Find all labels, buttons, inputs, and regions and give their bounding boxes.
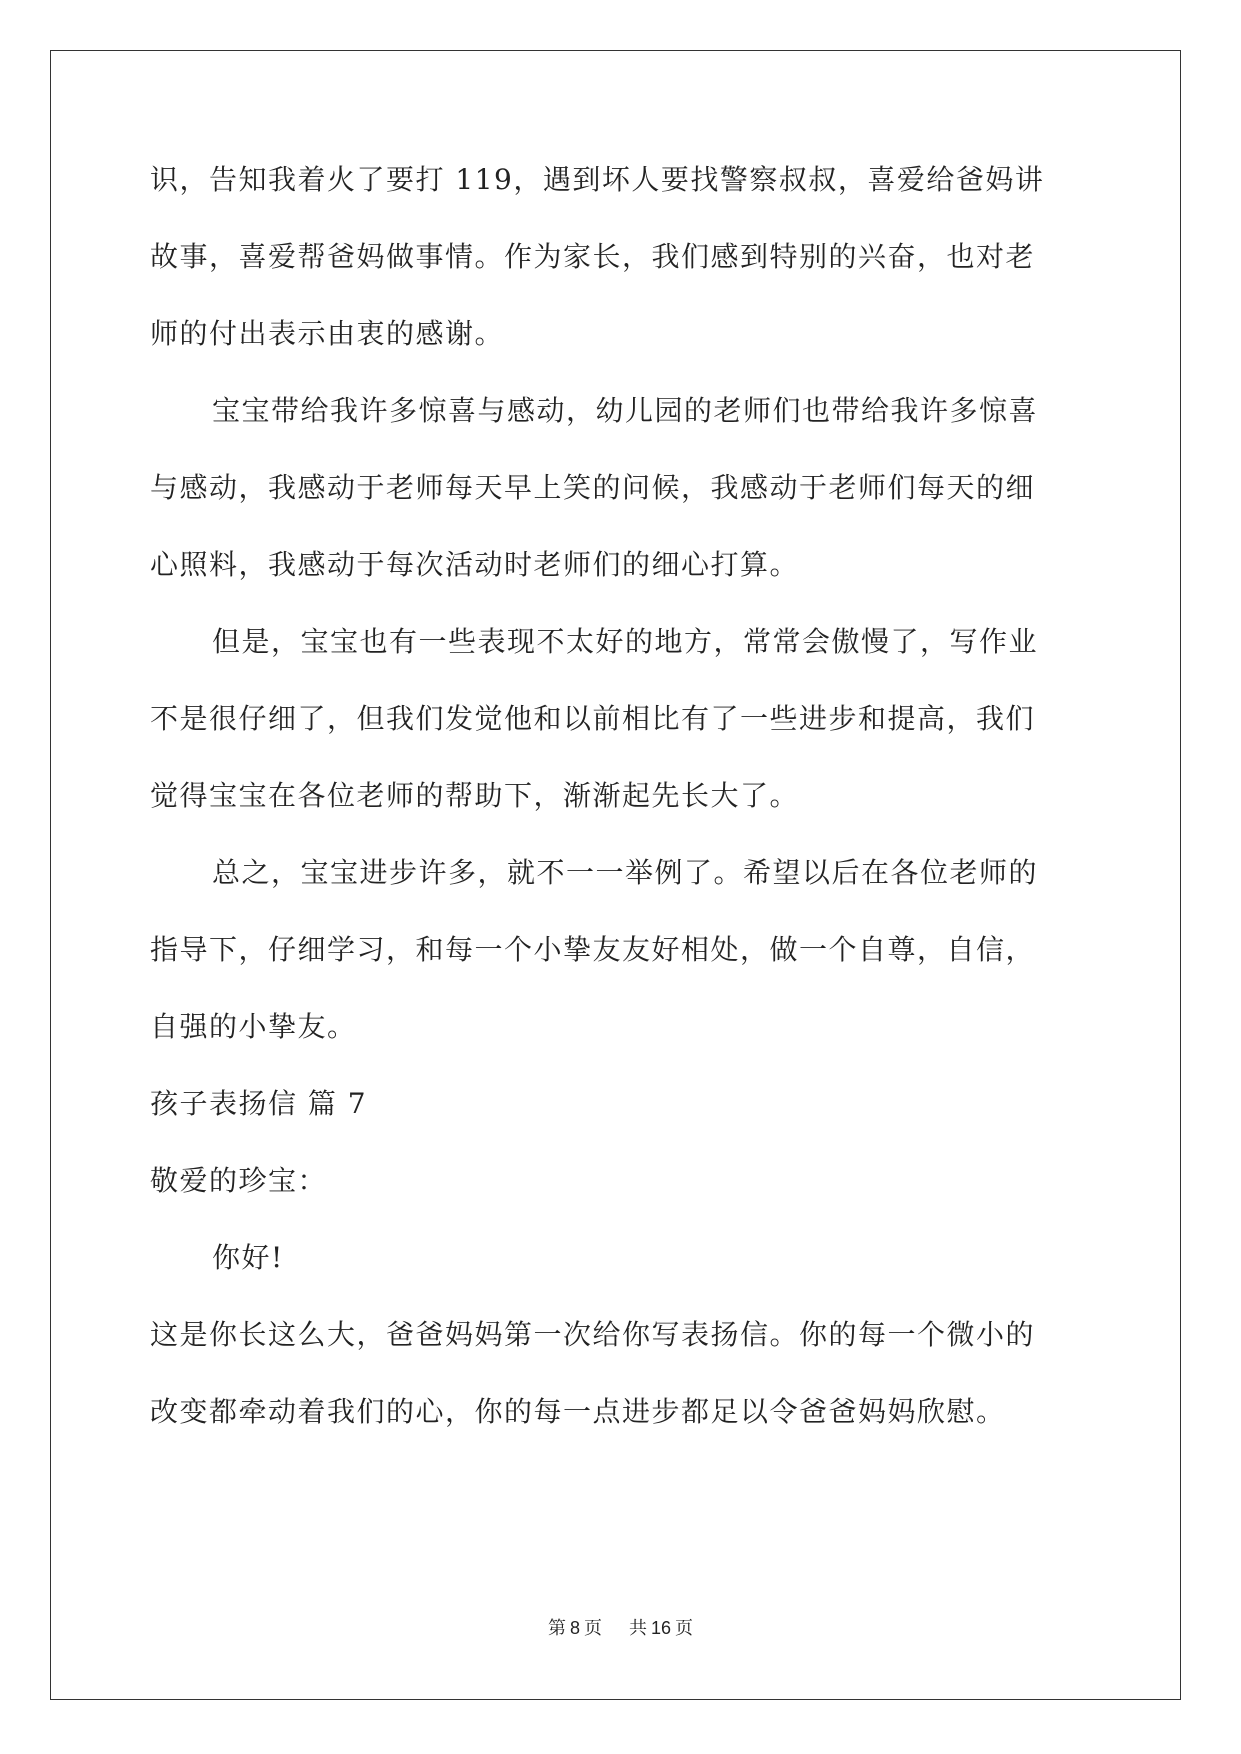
section-heading: 孩子表扬信 篇 7 bbox=[150, 1087, 368, 1120]
text-line: 师的付出表示由衷的感谢。 bbox=[150, 317, 505, 350]
salutation: 敬爱的珍宝： bbox=[150, 1164, 328, 1197]
total-page-count: 16 bbox=[650, 1618, 671, 1638]
text-line: 识，告知我着火了要打 119，遇到坏人要找警察叔叔，喜爱给爸妈讲 bbox=[150, 163, 1045, 196]
text-line: 觉得宝宝在各位老师的帮助下，渐渐起先长大了。 bbox=[150, 779, 800, 812]
page-number-footer bbox=[0, 1616, 1241, 1641]
paragraph-first-line: 总之，宝宝进步许多，就不一一举例了。希望以后在各位老师的 bbox=[212, 856, 1039, 889]
total-suffix: 页 bbox=[674, 1618, 693, 1639]
paragraph-first-line: 宝宝带给我许多惊喜与感动，幼儿园的老师们也带给我许多惊喜 bbox=[212, 394, 1039, 427]
text-line: 指导下，仔细学习，和每一个小挚友友好相处，做一个自尊，自信， bbox=[150, 933, 1036, 966]
page-suffix: 页 bbox=[584, 1618, 603, 1639]
text-line: 自强的小挚友。 bbox=[150, 1010, 357, 1043]
text-line: 改变都牵动着我们的心，你的每一点进步都足以令爸爸妈妈欣慰。 bbox=[150, 1395, 1006, 1428]
total-prefix: 共 bbox=[628, 1618, 647, 1639]
current-page-number: 8 bbox=[570, 1618, 581, 1638]
greeting: 你好! bbox=[212, 1241, 284, 1274]
paragraph-first-line: 但是，宝宝也有一些表现不太好的地方，常常会傲慢了，写作业 bbox=[212, 625, 1039, 658]
text-line: 与感动，我感动于老师每天早上笑的问候，我感动于老师们每天的细 bbox=[150, 471, 1036, 504]
text-line: 不是很仔细了，但我们发觉他和以前相比有了一些进步和提高，我们 bbox=[150, 702, 1036, 735]
text-line: 故事，喜爱帮爸妈做事情。作为家长，我们感到特别的兴奋，也对老 bbox=[150, 240, 1036, 273]
text-line: 心照料，我感动于每次活动时老师们的细心打算。 bbox=[150, 548, 800, 581]
text-line: 这是你长这么大，爸爸妈妈第一次给你写表扬信。你的每一个微小的 bbox=[150, 1318, 1036, 1351]
page-prefix: 第 bbox=[548, 1618, 567, 1639]
